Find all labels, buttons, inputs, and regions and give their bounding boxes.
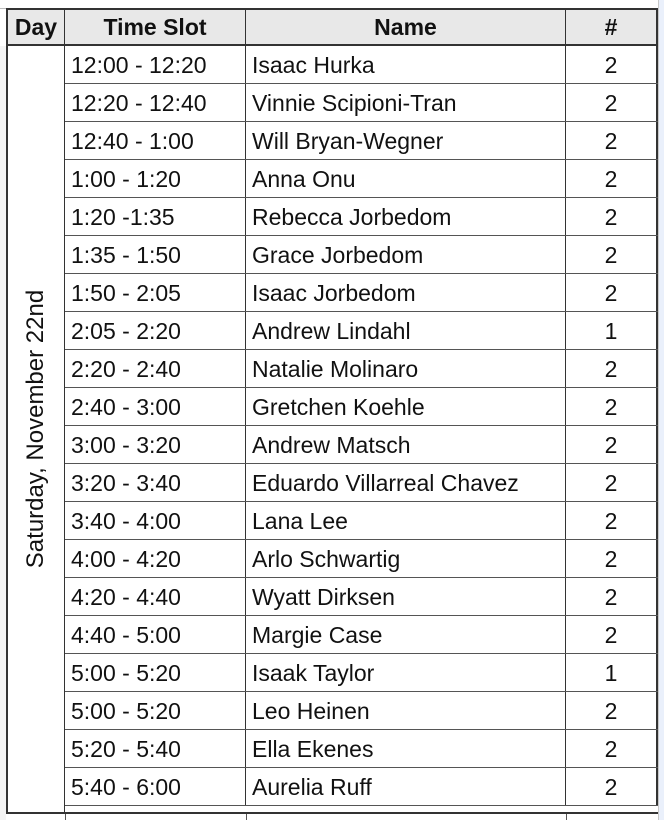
name-cell[interactable]: Natalie Molinaro [246,350,566,387]
count-cell[interactable]: 1 [566,312,658,349]
name-cell[interactable]: Margie Case [246,616,566,653]
next-row-divider [566,814,567,820]
name-cell[interactable]: Isaac Jorbedom [246,274,566,311]
table-row [65,540,658,578]
time-slot-cell[interactable]: 1:50 - 2:05 [65,274,246,311]
time-slot-cell[interactable]: 2:05 - 2:20 [65,312,246,349]
time-slot-cell[interactable]: 5:20 - 5:40 [65,730,246,767]
count-cell[interactable]: 1 [566,654,658,691]
header-count[interactable]: # [566,10,658,44]
count-cell[interactable]: 2 [566,350,658,387]
count-cell[interactable]: 2 [566,692,658,729]
next-row-divider [65,814,66,820]
next-row-sliver [6,814,658,820]
right-gutter [658,0,664,820]
count-cell[interactable]: 2 [566,274,658,311]
count-cell[interactable]: 2 [566,464,658,501]
table-row [65,122,658,160]
table-row [65,274,658,312]
time-slot-cell[interactable]: 12:20 - 12:40 [65,84,246,121]
name-cell[interactable]: Andrew Lindahl [246,312,566,349]
count-cell[interactable]: 2 [566,236,658,273]
time-slot-cell[interactable]: 5:00 - 5:20 [65,654,246,691]
name-cell[interactable]: Andrew Matsch [246,426,566,463]
name-cell[interactable]: Leo Heinen [246,692,566,729]
name-cell[interactable]: Isaak Taylor [246,654,566,691]
name-cell[interactable]: Aurelia Ruff [246,768,566,805]
time-slot-cell[interactable]: 3:40 - 4:00 [65,502,246,539]
count-cell[interactable]: 2 [566,578,658,615]
count-cell[interactable]: 2 [566,540,658,577]
count-cell[interactable]: 2 [566,160,658,197]
time-slot-cell[interactable]: 3:00 - 3:20 [65,426,246,463]
table-row [65,46,658,84]
name-cell[interactable]: Rebecca Jorbedom [246,198,566,235]
name-cell[interactable]: Eduardo Villarreal Chavez [246,464,566,501]
name-cell[interactable]: Gretchen Koehle [246,388,566,425]
table-row [65,578,658,616]
count-cell[interactable]: 2 [566,616,658,653]
table-row [65,730,658,768]
table-row [65,388,658,426]
name-cell[interactable]: Lana Lee [246,502,566,539]
time-slot-cell[interactable]: 2:20 - 2:40 [65,350,246,387]
next-row-divider [246,814,247,820]
time-slot-cell[interactable]: 4:20 - 4:40 [65,578,246,615]
table-row [65,464,658,502]
time-slot-cell[interactable]: 12:00 - 12:20 [65,46,246,83]
table-row [65,198,658,236]
name-cell[interactable]: Wyatt Dirksen [246,578,566,615]
count-cell[interactable]: 2 [566,84,658,121]
name-cell[interactable]: Arlo Schwartig [246,540,566,577]
day-label: Saturday, November 22nd [22,289,49,569]
table-row [65,768,658,806]
name-cell[interactable]: Vinnie Scipioni-Tran [246,84,566,121]
table-row [65,692,658,730]
count-cell[interactable]: 2 [566,502,658,539]
table-row [65,84,658,122]
header-time-slot[interactable]: Time Slot [65,10,246,44]
time-slot-cell[interactable]: 3:20 - 3:40 [65,464,246,501]
table-row [65,426,658,464]
name-cell[interactable]: Isaac Hurka [246,46,566,83]
table-row [65,350,658,388]
day-merged-cell[interactable] [6,46,65,812]
name-cell[interactable]: Will Bryan-Wegner [246,122,566,159]
count-cell[interactable]: 2 [566,122,658,159]
count-cell[interactable]: 2 [566,198,658,235]
time-slot-cell[interactable]: 5:00 - 5:20 [65,692,246,729]
header-day[interactable]: Day [6,10,65,44]
count-cell[interactable]: 2 [566,388,658,425]
time-slot-cell[interactable]: 1:20 -1:35 [65,198,246,235]
table-row [65,502,658,540]
table-body [65,46,658,806]
name-cell[interactable]: Anna Onu [246,160,566,197]
table-row [65,312,658,350]
table-row [65,616,658,654]
table-row [65,236,658,274]
time-slot-cell[interactable]: 4:00 - 4:20 [65,540,246,577]
table-row [65,160,658,198]
table-row [65,654,658,692]
time-slot-cell[interactable]: 12:40 - 1:00 [65,122,246,159]
time-slot-cell[interactable]: 4:40 - 5:00 [65,616,246,653]
header-row [6,8,658,46]
count-cell[interactable]: 2 [566,730,658,767]
count-cell[interactable]: 2 [566,426,658,463]
name-cell[interactable]: Ella Ekenes [246,730,566,767]
header-name[interactable]: Name [246,10,566,44]
time-slot-cell[interactable]: 1:00 - 1:20 [65,160,246,197]
time-slot-cell[interactable]: 1:35 - 1:50 [65,236,246,273]
time-slot-cell[interactable]: 2:40 - 3:00 [65,388,246,425]
time-slot-cell[interactable]: 5:40 - 6:00 [65,768,246,805]
count-cell[interactable]: 2 [566,46,658,83]
count-cell[interactable]: 2 [566,768,658,805]
name-cell[interactable]: Grace Jorbedom [246,236,566,273]
